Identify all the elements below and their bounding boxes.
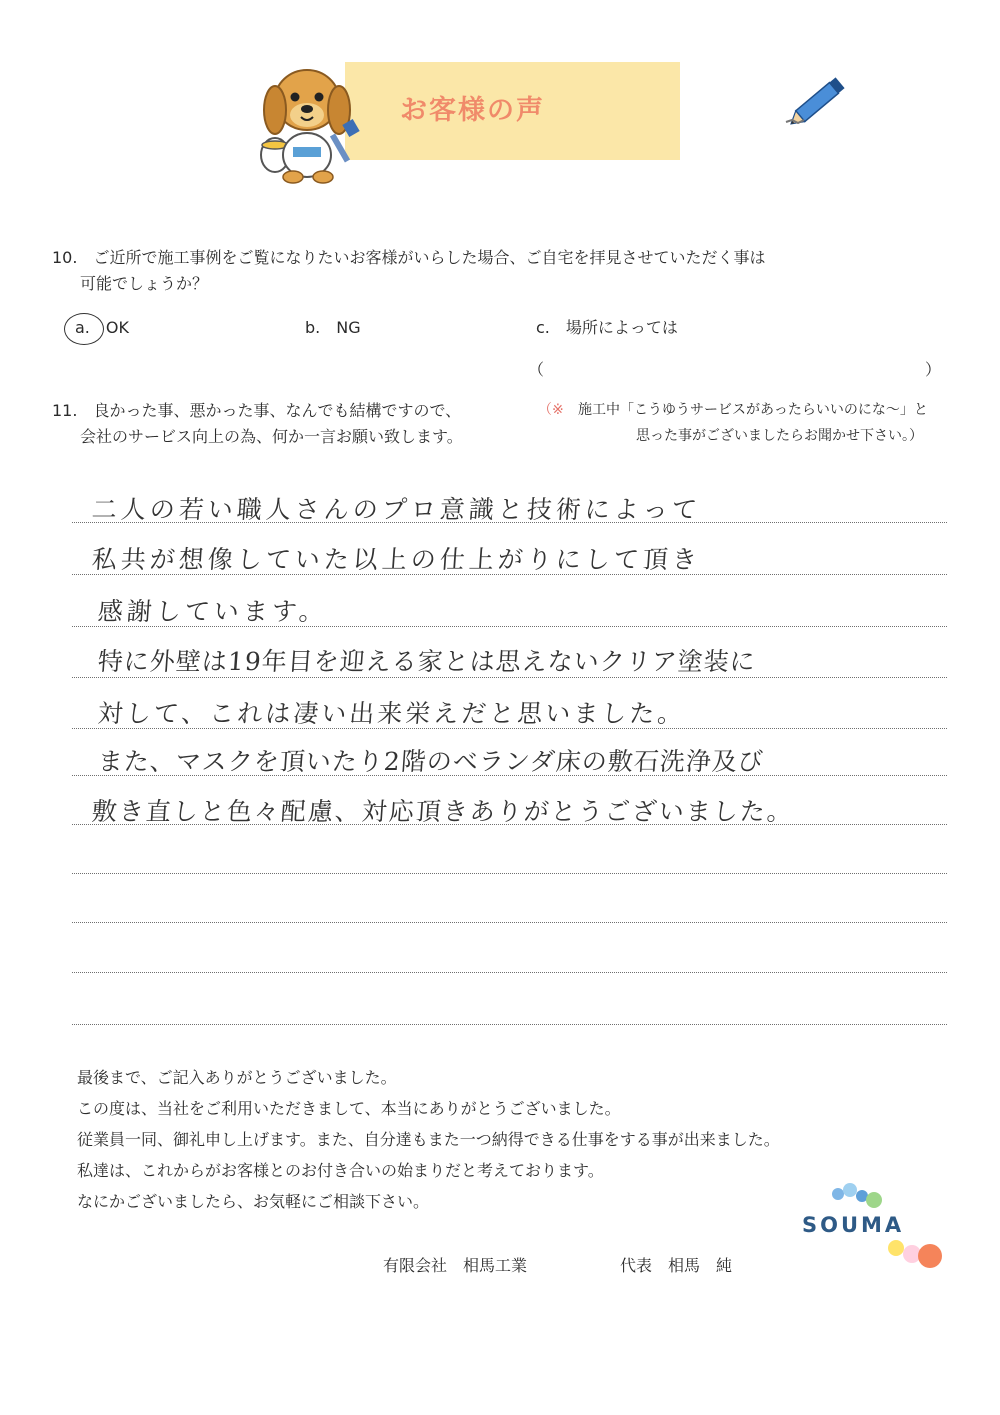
logo-text: SOUMA [802,1213,905,1237]
question-11-line2: 会社のサービス向上の為、何か一言お願い致します。 [80,427,463,446]
representative-name: 代表 相馬 純 [620,1256,733,1275]
option-c: c. 場所によっては [536,318,678,337]
option-b: b. NG [305,318,361,337]
answer-line [72,922,947,923]
note-line1: 施工中「こうゆうサービスがあったらいいのにな～」と [578,402,928,418]
page-title: お客様の声 [400,95,545,126]
handwritten-line: 二人の若い職人さんのプロ意識と技術によって [90,495,702,524]
question-10-line1: 10. ご近所で施工事例をご覧になりたいお客様がいらした場合、ご自宅を拝見させていただく事は [52,248,766,267]
option-a: a. OK [75,318,129,337]
handwritten-line: 特に外壁は19年目を迎える家とは思えないクリア塗装に [96,647,757,676]
handwritten-line: また、マスクを頂いたり2階のベランダ床の敷石洗浄及び [96,747,765,776]
note-mark: （※ [538,402,564,418]
closing-line: 従業員一同、御礼申し上げます。また、自分達もまた一つ納得できる仕事をする事が出来ました。 [77,1130,780,1149]
closing-line: 最後まで、ご記入ありがとうございました。 [77,1068,397,1087]
note-line2: 思った事がございましたらお聞かせ下さい。） [636,428,923,444]
answer-line [72,873,947,874]
company-name: 有限会社 相馬工業 [383,1256,528,1275]
closing-line: この度は、当社をご利用いただきまして、本当にありがとうございました。 [77,1099,621,1118]
pencil-icon [780,70,855,130]
closing-line: なにかございましたら、お気軽にご相談下さい。 [77,1192,430,1211]
handwritten-line: 感謝しています。 [96,597,329,626]
handwritten-line: 私共が想像していた以上の仕上がりにして頂き [90,545,702,574]
answer-line [72,972,947,973]
question-11-line1: 11. 良かった事、悪かった事、なんでも結構ですので、 [52,401,462,420]
dog-mascot-icon [245,55,370,185]
answer-line [72,1024,947,1025]
option-c-paren-close: ） [925,360,942,379]
handwritten-line: 敷き直しと色々配慮、対応頂きありがとうございました。 [90,797,795,826]
closing-line: 私達は、これからがお客様とのお付き合いの始まりだと考えております。 [77,1161,604,1180]
option-c-paren-open: （ [528,360,545,379]
question-10-line2: 可能でしょうか？ [80,274,209,293]
handwritten-line: 対して、これは凄い出来栄えだと思いました。 [96,699,687,728]
